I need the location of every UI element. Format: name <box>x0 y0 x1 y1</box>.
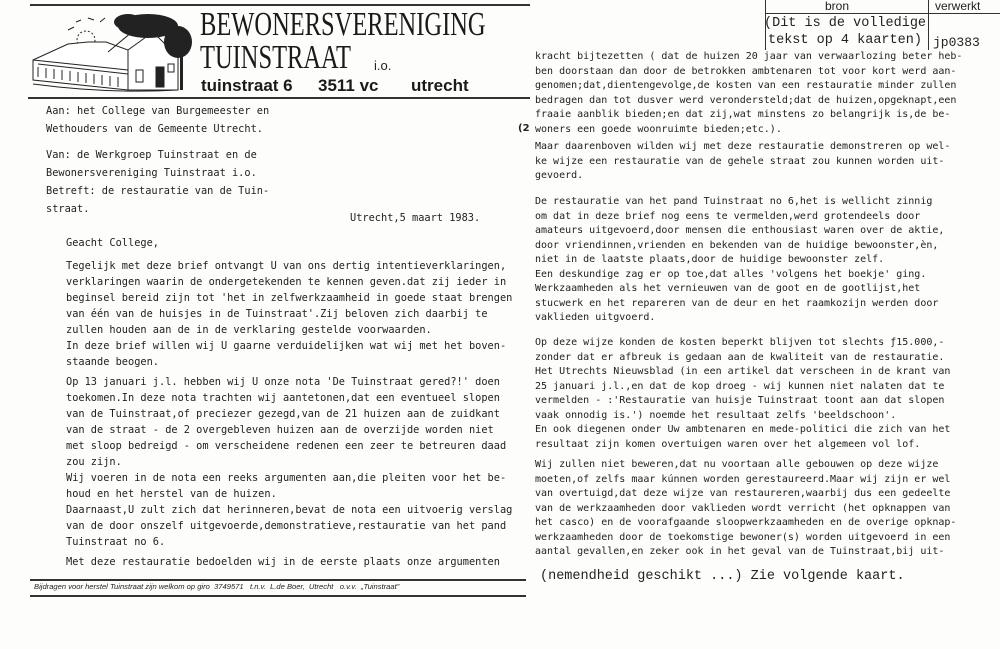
text-line: De restauratie van het pand Tuinstraat no 6,het is wellicht zinnig <box>535 196 933 207</box>
right-paragraph <box>535 195 944 326</box>
archive-note-line2: tekst op 4 kaarten) <box>768 33 922 48</box>
text-line: Wij zullen niet beweren,dat nu voortaan alle gebouwen op deze wijze <box>535 459 939 470</box>
address-block-subject <box>46 182 269 218</box>
text-line: om dat in deze brief nog eens te vermelden,werd grotendeels door <box>535 210 921 222</box>
text-line: zonder dat er afbreuk is gedaan aan de kwaliteit van de restauratie. <box>535 351 945 363</box>
right-paragraph <box>535 50 962 137</box>
letterhead-street: tuinstraat 6 <box>201 76 293 95</box>
text-line: van één van de huisjes in de Tuinstraat'.Zij beloven zich daarbij te <box>66 308 488 320</box>
text-line: van de werkzaamheden door vaklieden wordt verricht (het opknappen van <box>535 502 951 514</box>
footer-top-rule <box>30 579 526 581</box>
right-paragraph <box>535 336 950 452</box>
text-line: verklaringen waarin de ondergetekenden te kennen geven.dat zij ieder in <box>66 276 507 288</box>
text-line: zullen houden aan de in de verklaring gestelde voorwaarden. <box>66 324 432 336</box>
text-line: Tegelijk met deze brief ontvangt U van ons dertig intentieverklaringen, <box>66 260 507 272</box>
archive-code: jp0383 <box>933 35 980 50</box>
left-paragraph <box>66 258 512 370</box>
text-line: moeten,of zelfs maar kúnnen worden gerestaureerd.Maar wij zijn er wel <box>535 473 951 485</box>
text-line: het casco) en de voorafgaande sloopwerkzaamheden en de overige opknap- <box>535 517 957 528</box>
text-line: Wethouders van de Gemeente Utrecht. <box>46 123 263 135</box>
text-line: met sloop bedreigd - om verscheidene redenen een zeer te betreuren daad <box>66 440 507 452</box>
letterhead-postcode: 3511 vc <box>318 76 379 95</box>
footer-bottom-rule <box>30 595 526 597</box>
text-line: Bewonersvereniging Tuinstraat i.o. <box>46 167 257 179</box>
text-line: Aan: het College van Burgemeester en <box>46 105 270 117</box>
text-line: houd en het herstel van de huizen. <box>66 488 277 500</box>
letter-date: Utrecht,5 maart 1983. <box>350 212 481 224</box>
archive-col-processed: verwerkt <box>935 0 981 13</box>
archive-box-divider-mid <box>928 0 929 50</box>
text-line: van overtuigd,dat deze wijze van restaureren,waarbij dus een gedeelte <box>535 488 951 499</box>
text-line: toekomen.In deze nota trachten wij aantetonen,dat een eventueel slopen <box>66 392 500 404</box>
text-line: Van: de Werkgroep Tuinstraat en de <box>46 149 257 161</box>
archive-box-header-rule <box>765 13 1000 14</box>
text-line: Betreft: de restauratie van de Tuin- <box>46 185 270 197</box>
text-line: Maar daarenboven wilden wij met deze restauratie demonstreren op wel- <box>535 141 951 152</box>
text-line: vermelden - :'Restauratie van huisje Tuinstraat toont aan dat slopen <box>535 395 945 406</box>
right-paragraph <box>535 458 956 560</box>
text-line: En ook diegenen onder Uw ambtenaren en mede-politici die zich van het <box>535 424 951 435</box>
text-line: Op 13 januari j.l. hebben wij U onze nota 'De Tuinstraat gered?!' doen <box>66 376 500 388</box>
address-block-from <box>46 146 257 182</box>
text-line: genomen;dat,dientengevolge,de kosten van een restauratie minder zullen <box>535 80 957 91</box>
text-line: niet in de laatste plaats,door de huidige bewoonster zelf. <box>535 254 885 265</box>
text-line: ben doorstaan dan door de betrokken ambtenaren tot voor kort werd aan- <box>535 65 957 77</box>
text-line: straat. <box>46 203 90 215</box>
text-line: 25 januari j.l.,en dat de kop droeg - wij kunnen niet nalaten dat te <box>535 380 945 392</box>
text-line: stucwerk en het repareren van de deur en het raamkozijn werden door <box>535 297 939 309</box>
text-line: aantal gevallen,en zeker ook in het geval van de Tuinstraat,bij uit- <box>535 546 945 557</box>
text-line: staande beogen. <box>66 356 159 368</box>
left-paragraph <box>66 374 512 550</box>
left-paragraph <box>66 554 500 570</box>
text-line: Op deze wijze konden de kosten beperkt blijven tot slechts ƒ15.000,- <box>535 337 945 348</box>
address-block-to <box>46 102 269 138</box>
letterhead-bottom-rule <box>28 97 530 99</box>
org-title-line1: BEWONERSVERENIGING <box>200 6 486 43</box>
right-paragraph <box>535 140 950 184</box>
text-line: Wij voeren in de nota een reeks argumenten aan,die pleiten voor het be- <box>66 472 507 484</box>
salutation: Geacht College, <box>66 237 159 249</box>
archive-col-source: bron <box>825 0 850 13</box>
text-line: vaklieden uitgvoerd. <box>535 312 656 323</box>
text-line: Met deze restauratie bedoelden wij in de eerste plaats onze argumenten <box>66 556 500 568</box>
text-line: woners een goede woonruimte bieden;etc.). <box>535 123 782 135</box>
text-line: resultaat zijn komen overtuigen waren over het algemeen vol lof. <box>535 438 921 450</box>
text-line: gevoerd. <box>535 170 584 181</box>
text-line: Een deskundige zag er op toe,dat alles 'volgens het boekje' ging. <box>535 268 927 280</box>
text-line: door vriendinnen,vrienden en bekenden van de huidige bewoonster,èn, <box>535 239 939 251</box>
continuation-note: (nemendheid geschikt ...) Zie volgende kaart. <box>540 569 905 584</box>
text-line: van de door onszelf uitgevoerde,demonstratieve,restauratie van het pand <box>66 520 507 532</box>
text-line: van de straat - de 2 overgebleven huizen aan de overzijde worden niet <box>66 424 494 436</box>
text-line: vaak onnodig is.') noemde het resultaat zelfs 'beeldschoon'. <box>535 409 897 421</box>
org-title-line2: TUINSTRAAT <box>200 39 351 76</box>
letterhead-city: utrecht <box>411 76 469 95</box>
text-line: werkzaamheden door de toekomstige bewoner(s) worden uitgevoerd in een <box>535 531 951 543</box>
text-line: kracht bijtezetten ( dat de huizen 20 jaar van verwaarlozing beter heb- <box>535 51 963 62</box>
text-line: Tuinstraat no 6. <box>66 536 166 548</box>
archive-note-line1: (Dit is de volledige <box>764 16 927 31</box>
text-line: In deze brief willen wij U gaarne verduidelijken wat wij met het boven- <box>66 340 507 352</box>
text-line: van de Tuinstraat,of preciezer gezegd,van de 21 huizen aan de zuidkant <box>66 408 500 420</box>
org-title-suffix: i.o. <box>374 58 392 73</box>
text-line: zou zijn. <box>66 456 122 468</box>
text-line: amateurs uitgevoerd,door mensen die enthousiast waren over de aktie, <box>535 225 945 236</box>
donation-footer: Bijdragen voor herstel Tuinstraat zijn welkom op giro 3749571 t.n.v. L.de Boer, Utrecht o.v.v. „Tuinstraat” <box>34 582 400 591</box>
text-line: Daarnaast,U zult zich dat herinneren,bevat de nota een uitvoerig verslag <box>66 504 513 516</box>
text-line: Werkzaamheden als het vernieuwen van de goot en de gootlijst,het <box>535 283 921 294</box>
text-line: bedragen dan tot dusver werd verondersteld;dat de huizen,opgeknapt,een <box>535 94 957 106</box>
text-line: fraaie aanblik bieden;en dat zij,wat minstens zo belangrijk is,de be- <box>535 109 951 120</box>
text-line: Het Utrechts Nieuwsblad (in een artikel dat verscheen in de krant van <box>535 366 951 377</box>
page-marker: (2 <box>518 123 530 134</box>
houses-logo-icon <box>28 12 198 92</box>
text-line: ke wijze een restauratie van de gehele straat zou kunnen worden uit- <box>535 155 945 167</box>
text-line: beginsel bereid zijn tot 'het in zelfwerkzaamheid in goede staat brengen <box>66 292 513 304</box>
